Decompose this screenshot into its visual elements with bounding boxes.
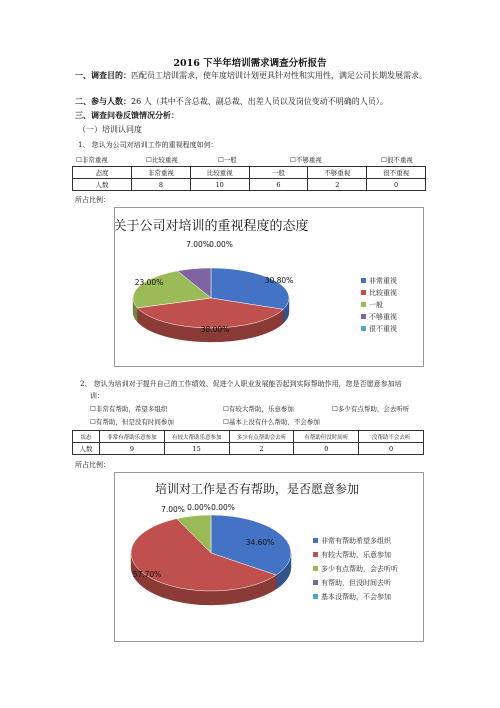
subsection-recognition: （一）培训认同度 [78,125,142,134]
legend-label-5: 基本没帮助，不会参加 [321,593,391,601]
section-purpose-heading: 一、调查目的： [75,70,131,80]
helpfulness-pie-chart [115,473,423,641]
section-analysis-heading: 三、调查问卷反馈情况分析： [75,110,179,120]
chart-title: 关于公司对培训的重视程度的态度 [115,219,309,234]
legend-swatch-4 [361,314,366,319]
legend-label-4: 有帮助，但没时间去听 [321,579,391,587]
table-cell: 状态 [73,431,100,443]
legend-label-2: 有较大帮助，乐意参加 [321,551,391,559]
legend-swatch-2 [313,552,318,557]
table-row [73,431,424,443]
table-cell: 不够重视 [308,167,367,179]
table-cell: 非常重视 [132,167,191,179]
table-cell: 10 [190,179,249,191]
table-cell: 15 [164,443,229,455]
legend-swatch-3 [313,566,318,571]
q1-option-1: ☐非常重视 [76,156,108,164]
table-cell: 非常有帮助乐意参加 [100,431,165,443]
legend-label-3: 多少有点帮助，会去听听 [321,565,398,573]
legend-swatch-1 [313,538,318,543]
q2-option-5: ☐基本上没有什么帮助，不会参加 [223,418,320,426]
table-cell: 0 [359,443,424,455]
section-analysis [75,110,427,122]
legend-label-4: 不够重视 [369,313,397,321]
q1-option-5: ☐很不重视 [381,156,413,164]
q2-table [72,430,424,455]
table-cell: 人数 [73,443,100,455]
q1-option-3: ☐一般 [218,156,237,164]
legend-label-1: 非常重视 [369,277,397,285]
legend-label-5: 很不重视 [369,325,397,333]
legend-swatch-3 [361,302,366,307]
data-label-1: 30.80% [264,276,294,285]
data-label-4: 7.00% [186,240,210,249]
table-row [73,167,426,179]
section-participants-heading: 二、参与人数： [75,96,131,106]
ratio-label-1: 所占比例： [75,196,110,204]
section-purpose-text: 匹配员工培训需求，使年度培训计划更具针对性和实用性，满足公司长期发展需求。 [131,71,427,80]
legend-label-2: 比较重视 [369,289,397,297]
table-cell: 人数 [73,179,132,191]
q2-option-3: ☐多少有点帮助，会去听听 [332,405,410,413]
section-purpose [75,70,427,82]
table-cell: 2 [308,179,367,191]
legend-swatch-4 [313,580,318,585]
legend-swatch-1 [361,278,366,283]
data-label-4: 0.00% [187,503,211,512]
table-cell: 有较大帮助乐意参加 [164,431,229,443]
table-cell: 8 [132,179,191,191]
table-cell: 很不重视 [367,167,426,179]
question-2-line-1: 2、 您认为培训对于提升自己的工作绩效、促进个人职业发展能否起到实际帮助作用，您是否愿意参加培 [80,380,402,388]
data-label-3: 23.00% [134,278,164,287]
data-label-1: 34.60% [245,538,275,547]
q1-table [72,166,426,191]
chart-title: 培训对工作是否有帮助，是否愿意参加 [154,482,360,496]
question-2-line-2: 训： [90,392,104,400]
chart-2-frame [114,472,424,642]
table-cell: 9 [100,443,165,455]
data-label-2: 57.70% [132,570,162,579]
data-label-5: 0.00% [209,240,233,249]
table-row [73,179,426,191]
legend-swatch-5 [313,594,318,599]
table-cell: 6 [249,179,308,191]
legend-swatch-2 [361,290,366,295]
table-cell: 有帮助但没时间听 [294,431,359,443]
table-cell: 2 [229,443,294,455]
q2-option-2: ☐有较大帮助，乐意参加 [223,405,294,413]
q2-option-4: ☐有帮助，但是没有时间参加 [90,418,174,426]
data-label-3: 7.00% [161,505,185,514]
table-cell: 0 [367,179,426,191]
q2-option-1: ☐非常有帮助，希望多组织 [90,405,168,413]
importance-pie-chart [115,208,423,366]
legend-label-1: 非常有帮助希望多组织 [321,537,391,545]
question-1: 1、 您认为公司对培训工作的重视程度如何： [78,141,218,149]
legend-label-3: 一般 [369,301,383,309]
ratio-label-2: 所占比例： [75,461,110,469]
section-participants-text: 26 人（其中不含总裁、副总裁、出差人员以及岗位变动不明确的人员）。 [131,97,388,106]
table-cell: 0 [294,443,359,455]
table-cell: 一般 [249,167,308,179]
table-cell: 多少有点帮助会去听 [229,431,294,443]
chart-1-frame [114,207,424,367]
data-label-5: 0.00% [211,503,235,512]
table-cell: 比较重视 [190,167,249,179]
table-cell: 态度 [73,167,132,179]
table-row [73,443,424,455]
legend-swatch-5 [361,326,366,331]
q1-option-2: ☐比较重视 [146,156,178,164]
section-participants [75,96,427,108]
data-label-2: 38.00% [200,325,230,334]
q1-option-4: ☐不够重视 [290,156,322,164]
table-cell: 没帮助不会去听 [359,431,424,443]
report-title: 2016 下半年培训需求调查分析报告 [173,58,327,69]
